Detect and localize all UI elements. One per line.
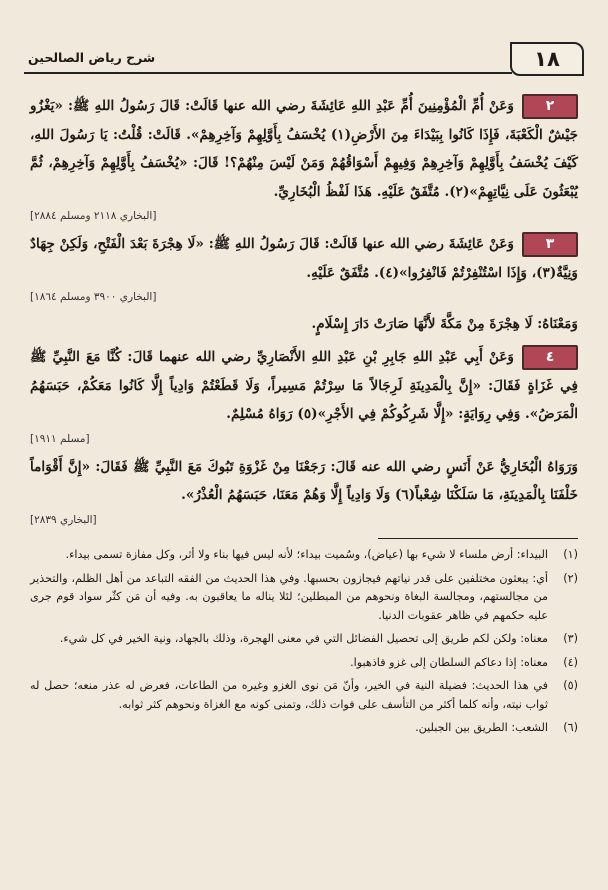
footnote-text: أي: يبعثون مختلفين على قدر نياتهم فيجازون بحسبها. وفي هذا الحديث من الفقه التباعد من أهل الظلم، والتحذير من مجالستهم، ومجالسة البغاة ونحوهم من المبطلين؛ لئلا يناله ما يعاقبون به. وفيه أن مَن كثّر سواد قوم جرى عليه حكمهم في ظاهر عقوبات الدنيا. bbox=[30, 571, 548, 622]
main-text bbox=[30, 92, 578, 534]
footnote bbox=[30, 719, 578, 738]
hadith-text: وَعَنْ عَائِشَةَ رضي الله عنها قَالَتْ: قَالَ رَسُولُ اللهِ ﷺ: «لَا هِجْرَةَ بَعْدَ الْفَتْحِ، وَلَكِنْ جِهَادٌ وَنِيَّةٌ(٣)، وَإِذَا اسْتُنْفِرْتُمْ فَانْفِرُوا»(٤). مُتَّفَقٌ عَلَيْهِ. bbox=[30, 236, 578, 281]
book-title: شرح رياض الصالحين bbox=[28, 50, 156, 65]
hadith-number-badge: ٣ bbox=[522, 232, 578, 257]
hadith-4 bbox=[30, 343, 578, 447]
footnote-number: (٢) bbox=[563, 571, 578, 585]
page-header bbox=[24, 42, 584, 72]
footnote-number: (٥) bbox=[563, 679, 578, 692]
meaning-note: وَمَعْنَاهُ: لَا هِجْرَةَ مِنْ مَكَّةَ لأَنَّهَا صَارَتْ دَارَ إِسْلَامٍ. bbox=[311, 316, 578, 332]
hadith-3 bbox=[30, 230, 578, 305]
footnote-text: معناه: ولكن لكم طريق إلى تحصيل الفضائل التي في معنى الهجرة، وذلك بالجهاد، ونية الخير في كل شيء. bbox=[59, 632, 548, 645]
footnote bbox=[30, 630, 578, 649]
hadith-number-badge: ٤ bbox=[522, 345, 578, 370]
footnote-text: البيداء: أرض ملساء لا شيء بها (عياض)، وسُميت بيداء؛ لأنه ليس فيها بناء ولا أثر، وكل مفازة تسمى بيداء. bbox=[65, 548, 548, 561]
hadith-source: [مسلم ١٩١١] bbox=[30, 432, 90, 445]
footnote bbox=[30, 654, 578, 673]
footnote bbox=[30, 570, 578, 626]
narration-source: [البخاري ٢٨٣٩] bbox=[30, 513, 97, 526]
footnote-number: (٦) bbox=[563, 721, 578, 734]
footnote-divider bbox=[378, 538, 578, 539]
footnote bbox=[30, 677, 578, 714]
footnote-text: الشعب: الطريق بين الجبلين. bbox=[415, 721, 548, 734]
footnote-text: في هذا الحديث: فضيلة النية في الخير، وأنّ مَن نوى الغزو وغيره من الطاعات، فعرض له عذر منعه؛ حصل له ثواب نيته، وأنه كلما أكثر من التأسف على فوات ذلك، وتمنى كونه مع الغزاة ونحوهم كثر ثوابه. bbox=[30, 679, 548, 711]
hadith-2 bbox=[30, 92, 578, 224]
hadith-text: وَعَنْ أَبِي عَبْدِ اللهِ جَابِرِ بْنِ عَبْدِ اللهِ الأَنْصَارِيِّ رضي الله عنهما قَالَ: كُنَّا مَعَ النَّبِيِّ ﷺ فِي غَزَاةٍ فَقَالَ: «إِنَّ بِالْمَدِينَةِ لَرِجَالاً مَا سِرْتُمْ مَسِيراً، وَلَا قَطَعْتُمْ وَادِياً إِلَّا كَانُوا مَعَكُمْ، حَبَسَهُمُ الْمَرَضُ». وَفِي رِوَايَةٍ: «إِلَّا شَرِكُوكُمْ فِي الأَجْرِ»(٥) رَوَاهُ مُسْلِمٌ. bbox=[30, 349, 578, 422]
hadith-source: [البخاري ٢١١٨ ومسلم ٢٨٨٤] bbox=[30, 210, 157, 222]
hadith-source: [البخاري ٣٩٠٠ ومسلم ١٨٦٤] bbox=[30, 291, 157, 303]
footnote-text: معناه: إذا دعاكم السلطان إلى غزو فاذهبوا. bbox=[350, 655, 548, 669]
hadith-number-badge: ٢ bbox=[522, 94, 578, 119]
bukhari-narration bbox=[30, 453, 578, 528]
footnote-number: (١) bbox=[563, 548, 578, 561]
footnotes bbox=[30, 546, 578, 743]
footnote bbox=[30, 546, 578, 565]
hadith-text: وَعَنْ أُمِّ الْمُؤْمِنِينَ أُمِّ عَبْدِ اللهِ عَائِشَةَ رضي الله عنها قَالَتْ: قَالَ رَسُولُ اللهِ ﷺ: «يَغْزُو جَيْشٌ الْكَعْبَةَ، فَإِذَا كَانُوا بِبَيْدَاءَ مِنَ الأَرْضِ(١) يُخْسَفُ بِأَوَّلِهِمْ وَآخِرِهِمْ». قَالَتْ: قُلْتُ: يَا رَسُولَ اللهِ، كَيْفَ يُخْسَفُ بِأَوَّلِهِمْ وَآخِرِهِمْ وَفِيهِمْ أَسْوَاقُهُمْ وَمَنْ لَيْسَ مِنْهُمْ؟! قَالَ: «يُخْسَفُ بِأَوَّلِهِمْ وَآخِرِهِمْ، ثُمَّ يُبْعَثُونَ عَلَى نِيَّاتِهِمْ»(٢). مُتَّفَقٌ عَلَيْهِ. هَذَا لَفْظُ الْبُخَارِيِّ. bbox=[30, 98, 578, 200]
header-rule bbox=[24, 72, 512, 74]
footnote-number: (٣) bbox=[563, 632, 578, 645]
footnote-number: (٤) bbox=[563, 655, 578, 669]
narration-text: وَرَوَاهُ الْبُخَارِيُّ عَنْ أَنَسٍ رضي الله عنه قَالَ: رَجَعْنَا مِنْ غَزْوَةِ تَبُوكَ مَعَ النَّبِيِّ ﷺ فَقَالَ: «إِنَّ أَقْوَاماً خَلْفَنَا بِالْمَدِينَةِ، مَا سَلَكْنَا شِعْباً(٦) وَلَا وَادِياً إِلَّا وَهُمْ مَعَنَا، حَبَسَهُمُ الْعُذْرُ». bbox=[30, 458, 578, 503]
page-number: ١٨ bbox=[510, 42, 584, 76]
